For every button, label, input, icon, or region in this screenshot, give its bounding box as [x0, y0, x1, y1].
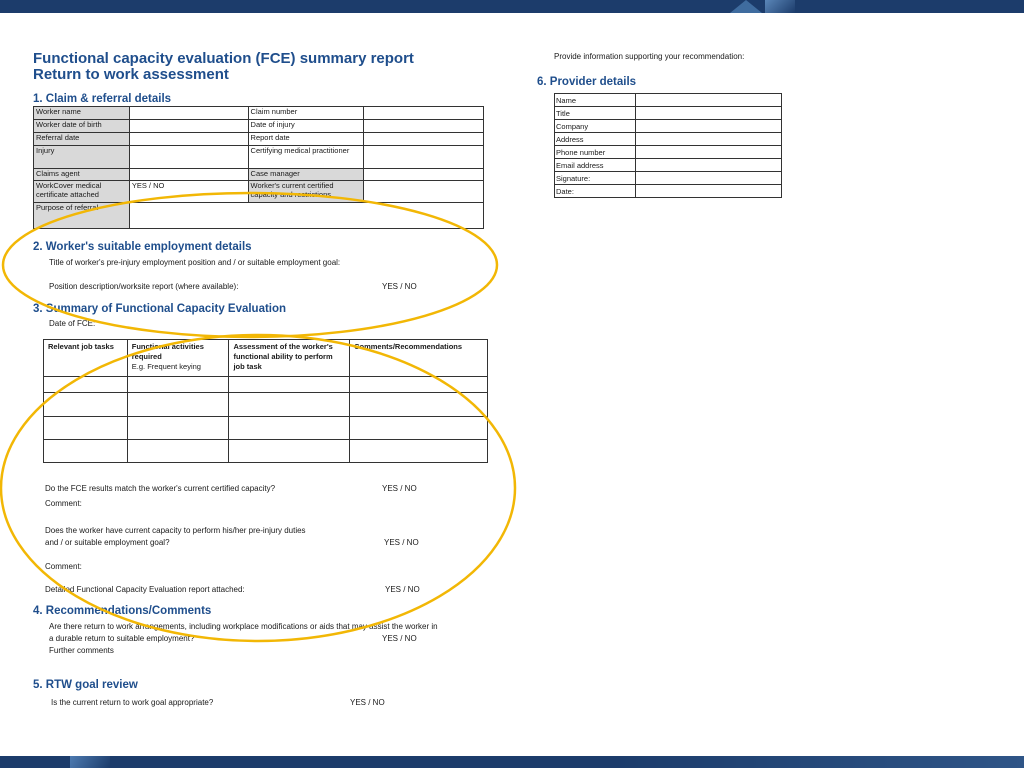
table-cell[interactable]: [44, 393, 128, 417]
table-row: [34, 203, 484, 229]
bottom-banner: [0, 756, 1024, 768]
table-cell[interactable]: [350, 393, 488, 417]
comment-label: Comment:: [45, 499, 82, 508]
field-label: Referral date: [34, 133, 130, 146]
table-row: [34, 146, 484, 169]
rtw-arrangements-question-line2: a durable return to suitable employment?: [49, 634, 195, 643]
table-row: [555, 185, 782, 198]
field-value-cell[interactable]: [635, 172, 781, 185]
fce-match-question: Do the FCE results match the worker's current certified capacity?: [45, 484, 276, 493]
table-cell[interactable]: [350, 417, 488, 440]
field-value-cell[interactable]: [635, 120, 781, 133]
field-value-cell[interactable]: [635, 185, 781, 198]
field-value-cell[interactable]: [364, 146, 484, 169]
table-cell[interactable]: [350, 440, 488, 463]
field-value-cell[interactable]: [635, 146, 781, 159]
field-value-cell[interactable]: [364, 169, 484, 181]
banner-decoration: [730, 0, 762, 13]
yes-no-answer[interactable]: YES / NO: [382, 634, 417, 643]
field-label: Certifying medical practitioner: [248, 146, 364, 169]
provider-details-table: [554, 93, 782, 198]
field-label: Phone number: [555, 146, 636, 159]
table-row: [44, 377, 488, 393]
field-label: Worker name: [34, 107, 130, 120]
table-row: [34, 133, 484, 146]
table-cell[interactable]: [44, 377, 128, 393]
field-label: Signature:: [555, 172, 636, 185]
field-label: Injury: [34, 146, 130, 169]
field-value-cell[interactable]: [129, 133, 248, 146]
field-value-cell[interactable]: [129, 107, 248, 120]
document-title: Functional capacity evaluation (FCE) summary report: [33, 50, 414, 67]
table-row: [34, 120, 484, 133]
table-cell[interactable]: [229, 393, 350, 417]
example-text: E.g. Frequent keying: [131, 362, 201, 371]
rtw-arrangements-question-line1: Are there return to work arrangements, including workplace modifications or aids that may assist the worker in: [49, 622, 438, 631]
table-row: [555, 172, 782, 185]
yes-no-answer[interactable]: YES / NO: [384, 538, 419, 547]
table-cell[interactable]: [127, 377, 229, 393]
section-3-heading: 3. Summary of Functional Capacity Evaluation: [33, 303, 287, 315]
field-value-cell[interactable]: [129, 120, 248, 133]
table-row: [555, 120, 782, 133]
table-header-row: [44, 340, 488, 377]
section-5-heading: 5. RTW goal review: [33, 679, 138, 691]
table-cell[interactable]: [229, 440, 350, 463]
field-value-cell[interactable]: [364, 181, 484, 203]
table-row: [44, 393, 488, 417]
table-row: [44, 440, 488, 463]
table-cell[interactable]: [44, 417, 128, 440]
banner-decoration: [765, 0, 795, 13]
section-4-heading: 4. Recommendations/Comments: [33, 605, 212, 617]
column-header: Comments/Recommendations: [350, 340, 488, 377]
rtw-goal-question: Is the current return to work goal appropriate?: [51, 698, 214, 707]
fce-date-label: Date of FCE:: [49, 319, 96, 328]
table-row: [555, 107, 782, 120]
field-label: Purpose of referral: [34, 203, 130, 229]
table-cell[interactable]: [229, 417, 350, 440]
field-label: Title: [555, 107, 636, 120]
field-label: Report date: [248, 133, 364, 146]
table-cell[interactable]: [44, 440, 128, 463]
field-label: Name: [555, 94, 636, 107]
table-row: [555, 133, 782, 146]
further-comments-label: Further comments: [49, 646, 114, 655]
field-label: Address: [555, 133, 636, 146]
table-row: [44, 417, 488, 440]
purpose-value-cell[interactable]: [129, 203, 483, 229]
yes-no-answer[interactable]: YES / NO: [350, 698, 385, 707]
column-header: Assessment of the worker's functional ability to perform job task: [229, 340, 350, 377]
field-label: Worker's current certified capacity and restrictions: [248, 181, 364, 203]
yes-no-answer[interactable]: YES / NO: [382, 282, 417, 291]
field-value-cell[interactable]: [364, 133, 484, 146]
field-value-cell[interactable]: [635, 159, 781, 172]
field-value-cell[interactable]: [635, 107, 781, 120]
yes-no-answer[interactable]: YES / NO: [382, 484, 417, 493]
column-header: Relevant job tasks: [44, 340, 128, 377]
section-6-heading: 6. Provider details: [537, 76, 637, 88]
field-label: Claim number: [248, 107, 364, 120]
employment-goal-question: Title of worker's pre-injury employment position and / or suitable employment goal:: [49, 258, 341, 267]
yes-no-answer[interactable]: YES / NO: [385, 585, 420, 594]
field-label: Claims agent: [34, 169, 130, 181]
column-header-cell: [127, 340, 229, 377]
field-value-cell[interactable]: [635, 94, 781, 107]
table-row: [555, 159, 782, 172]
field-label: Company: [555, 120, 636, 133]
fce-summary-table: [43, 339, 488, 463]
document-subtitle: Return to work assessment: [33, 66, 229, 83]
section-1-heading: 1. Claim & referral details: [33, 93, 172, 105]
table-cell[interactable]: [350, 377, 488, 393]
table-cell[interactable]: [127, 417, 229, 440]
field-value-cell[interactable]: [364, 107, 484, 120]
field-value-cell[interactable]: [129, 169, 248, 181]
capacity-question-line2: and / or suitable employment goal?: [45, 538, 170, 547]
field-value-cell[interactable]: [129, 146, 248, 169]
table-row: [34, 107, 484, 120]
field-label: WorkCover medical certificate attached: [34, 181, 130, 203]
fce-report-question: Detailed Functional Capacity Evaluation report attached:: [45, 585, 245, 594]
field-label: Date:: [555, 185, 636, 198]
table-row: [34, 181, 484, 203]
table-cell[interactable]: [127, 440, 229, 463]
table-cell[interactable]: [229, 377, 350, 393]
field-label: Email address: [555, 159, 636, 172]
table-row: [555, 146, 782, 159]
field-value-cell[interactable]: [635, 133, 781, 146]
field-label: Case manager: [248, 169, 364, 181]
capacity-question-line1: Does the worker have current capacity to perform his/her pre-injury duties: [45, 526, 306, 535]
claim-details-table: [33, 106, 484, 229]
yes-no-value[interactable]: YES / NO: [129, 181, 248, 203]
section-2-heading: 2. Worker's suitable employment details: [33, 241, 252, 253]
comment-label: Comment:: [45, 562, 82, 571]
field-label: Date of injury: [248, 120, 364, 133]
supporting-info-prompt: Provide information supporting your recommendation:: [554, 52, 745, 61]
table-row: [34, 169, 484, 181]
field-value-cell[interactable]: [364, 120, 484, 133]
top-banner: [0, 0, 1024, 13]
table-cell[interactable]: [127, 393, 229, 417]
column-header: Functional activities required: [131, 342, 204, 361]
field-label: Worker date of birth: [34, 120, 130, 133]
banner-decoration: [70, 756, 110, 768]
table-row: [555, 94, 782, 107]
position-description-question: Position description/worksite report (where available):: [49, 282, 239, 291]
